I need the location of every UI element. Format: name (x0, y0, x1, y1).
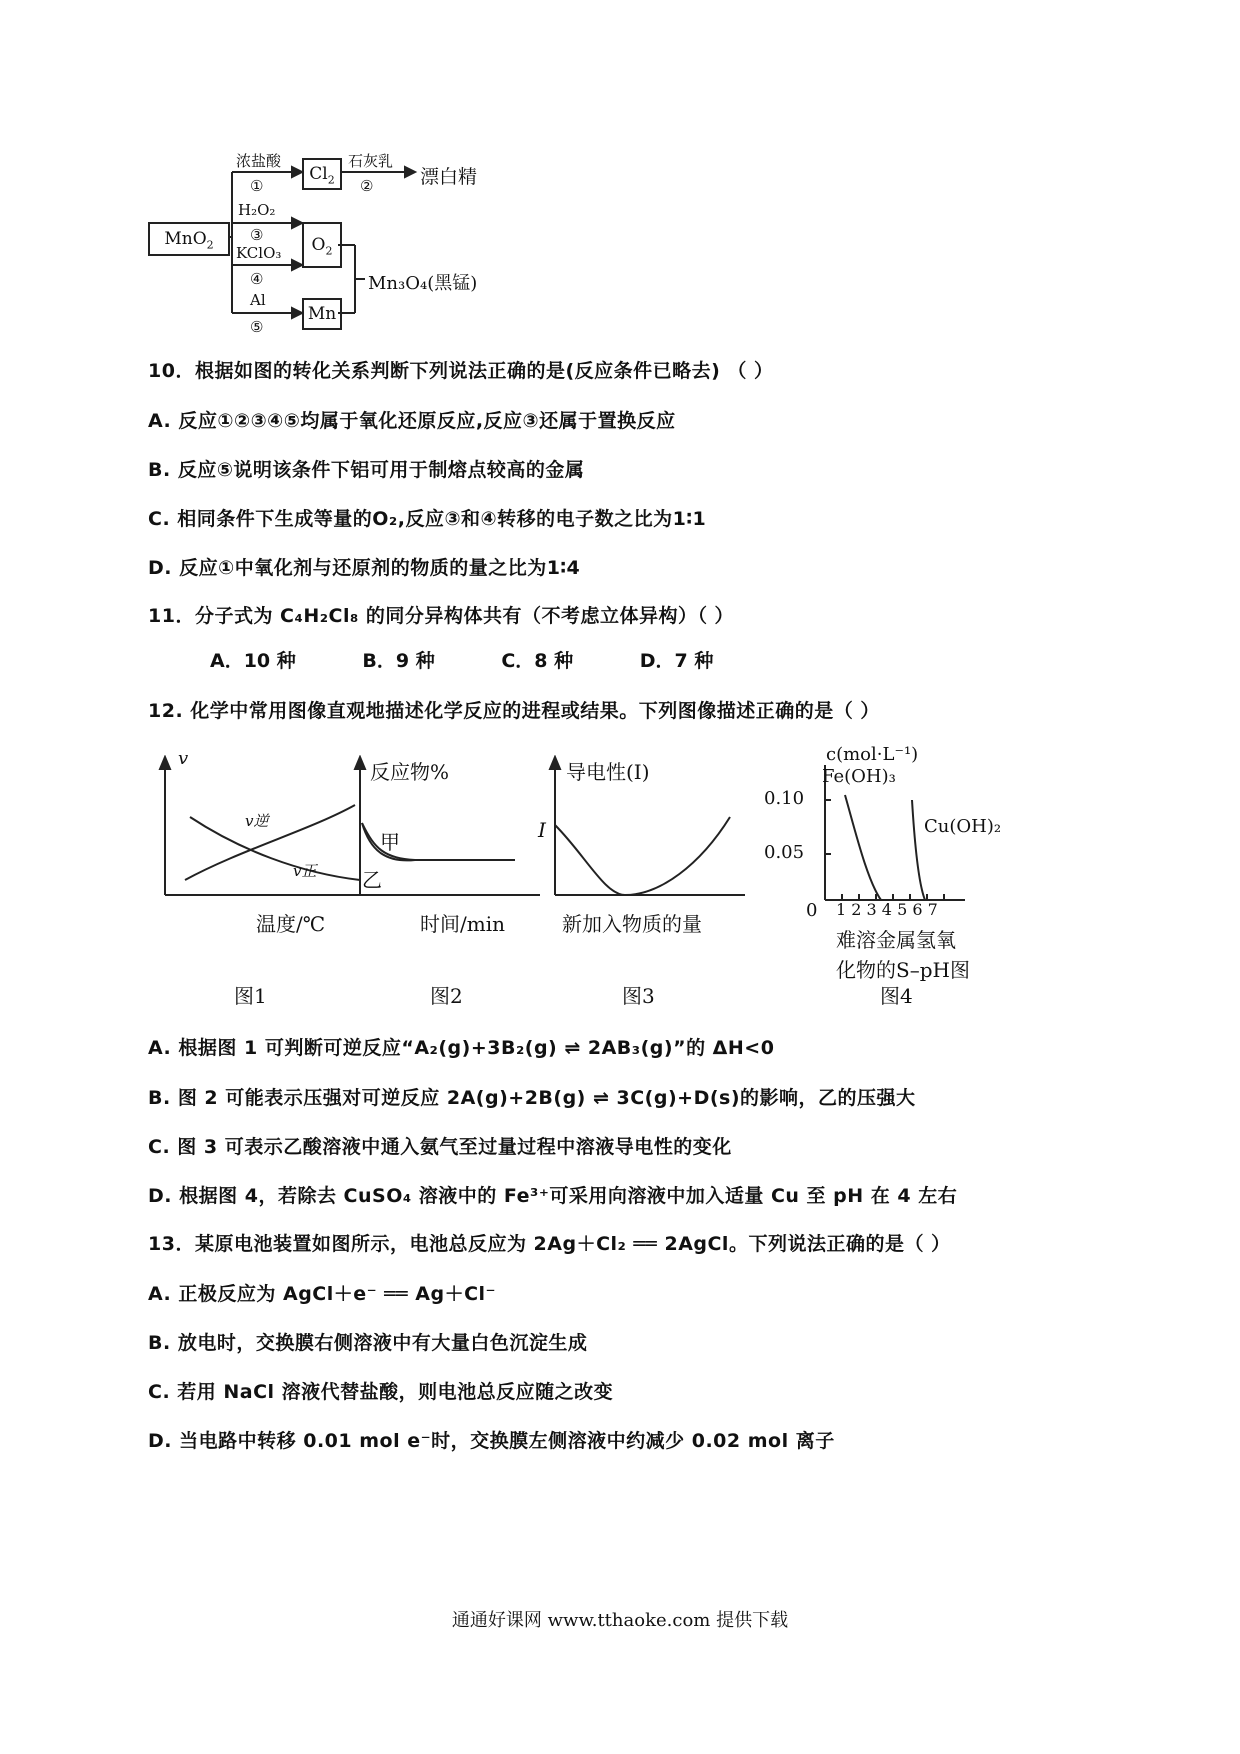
fig2-jia-label: 甲 (380, 830, 400, 854)
mn3o4-product: Mn₃O₄(黑锰) (368, 273, 478, 294)
q13-stem: 13．某原电池装置如图所示，电池总反应为 2Ag＋Cl₂ ══ 2AgCl。下列说法正确的是（ ） (148, 1233, 951, 1255)
q11-options (210, 646, 773, 673)
fig4-ph-ticks: 1 2 3 4 5 6 7 (836, 900, 938, 919)
fig3-i-label: I (538, 818, 546, 842)
q12-option-a: A. 根据图 1 可判断可逆反应“A₂(g)+3B₂(g) ⇌ 2AB₃(g)”的 ΔH<0 (148, 1037, 775, 1059)
q10-option-b: B. 反应⑤说明该条件下铝可用于制熔点较高的金属 (148, 459, 585, 481)
mn-box: Mn (302, 298, 342, 330)
cl2-box: $Cl_2$ (302, 158, 342, 190)
fig4-x-label-1: 难溶金属氢氧 (836, 928, 956, 952)
q13-option-c: C. 若用 NaCl 溶液代替盐酸，则电池总反应随之改变 (148, 1381, 614, 1403)
fig1-v-forward-label: v正 (293, 862, 317, 880)
fig4-feoh3-label: Fe(OH)₃ (822, 766, 896, 787)
curve-cuoh2 (912, 800, 925, 900)
label-h2o2: H₂O₂ (238, 201, 276, 219)
curve-v-forward (190, 817, 360, 880)
fig1-v-reverse-label: v逆 (245, 812, 269, 830)
fig1-caption: 图1 (234, 984, 267, 1008)
fig1-y-label: v (178, 748, 189, 769)
q12-stem: 12. 化学中常用图像直观地描述化学反应的进程或结果。下列图像描述正确的是（ ） (148, 700, 880, 722)
curve-v-reverse (185, 805, 355, 880)
label-5: ⑤ (250, 318, 264, 336)
q11-option-b: B．9 种 (362, 650, 435, 672)
q11-option-a: A．10 种 (210, 650, 296, 672)
fig3-x-label: 新加入物质的量 (562, 912, 702, 936)
q12-option-d: D. 根据图 4，若除去 CuSO₄ 溶液中的 Fe³⁺可采用向溶液中加入适量 Cu 至 pH 在 4 左右 (148, 1185, 958, 1207)
fig2-caption: 图2 (430, 984, 463, 1008)
label-4: ④ (250, 270, 264, 288)
q11-option-c: C．8 种 (501, 650, 574, 672)
label-1: ① (250, 177, 264, 195)
q12-option-c: C. 图 3 可表示乙酸溶液中通入氨气至过量过程中溶液导电性的变化 (148, 1136, 732, 1158)
q10-option-c: C. 相同条件下生成等量的O₂,反应③和④转移的电子数之比为1∶1 (148, 508, 707, 530)
label-3: ③ (250, 226, 264, 244)
curve-feoh3 (845, 795, 881, 900)
fig4-cuoh2-label: Cu(OH)₂ (924, 816, 1002, 837)
q13-option-a: A. 正极反应为 AgCl＋e⁻ ══ Ag＋Cl⁻ (148, 1283, 497, 1305)
curve-conductivity (555, 817, 730, 895)
fig2-y-label: 反应物% (370, 760, 450, 784)
bleach-product: 漂白精 (420, 166, 478, 188)
q13-option-d: D. 当电路中转移 0.01 mol e⁻时，交换膜左侧溶液中约减少 0.02 mol 离子 (148, 1430, 835, 1452)
q13-option-b: B. 放电时，交换膜右侧溶液中有大量白色沉淀生成 (148, 1332, 588, 1354)
q12-option-b: B. 图 2 可能表示压强对可逆反应 2A(g)+2B(g) ⇌ 3C(g)+D(s)的影响，乙的压强大 (148, 1087, 916, 1109)
q10-stem: 10．根据如图的转化关系判断下列说法正确的是(反应条件已略去) （ ） (148, 360, 774, 382)
fig4-tick-010: 0.10 (764, 788, 805, 809)
label-2: ② (360, 177, 374, 195)
fig4-tick-005: 0.05 (764, 842, 805, 863)
label-lime: 石灰乳 (348, 152, 394, 170)
fig3-caption: 图3 (622, 984, 655, 1008)
fig3-y-label: 导电性(I) (566, 760, 650, 784)
fig1-x-label: 温度/℃ (256, 912, 326, 936)
label-hcl: 浓盐酸 (236, 152, 282, 170)
mno2-box: MnO$_2$ (148, 222, 230, 256)
q10-option-d: D. 反应①中氧化剂与还原剂的物质的量之比为1∶4 (148, 557, 581, 579)
label-al: Al (250, 291, 266, 309)
fig4-tick-0: 0 (806, 900, 818, 921)
fig4-y-label: c(mol·L⁻¹) (826, 744, 919, 765)
label-kclo3: KClO₃ (236, 244, 282, 262)
fig4-x-label-2: 化物的S–pH图 (836, 958, 970, 982)
q10-option-a: A. 反应①②③④⑤均属于氧化还原反应,反应③还属于置换反应 (148, 410, 676, 432)
o2-box: $O_2$ (302, 222, 342, 268)
fig2-yi-label: 乙 (362, 868, 382, 892)
q11-option-d: D．7 种 (639, 650, 714, 672)
page-footer: 通通好课网 www.tthaoke.com 提供下载 (451, 1610, 789, 1631)
fig4-caption: 图4 (880, 984, 913, 1008)
q11-stem: 11．分子式为 C₄H₂Cl₈ 的同分异构体共有（不考虑立体异构）（ ） (148, 605, 735, 627)
fig2-x-label: 时间/min (420, 912, 505, 936)
